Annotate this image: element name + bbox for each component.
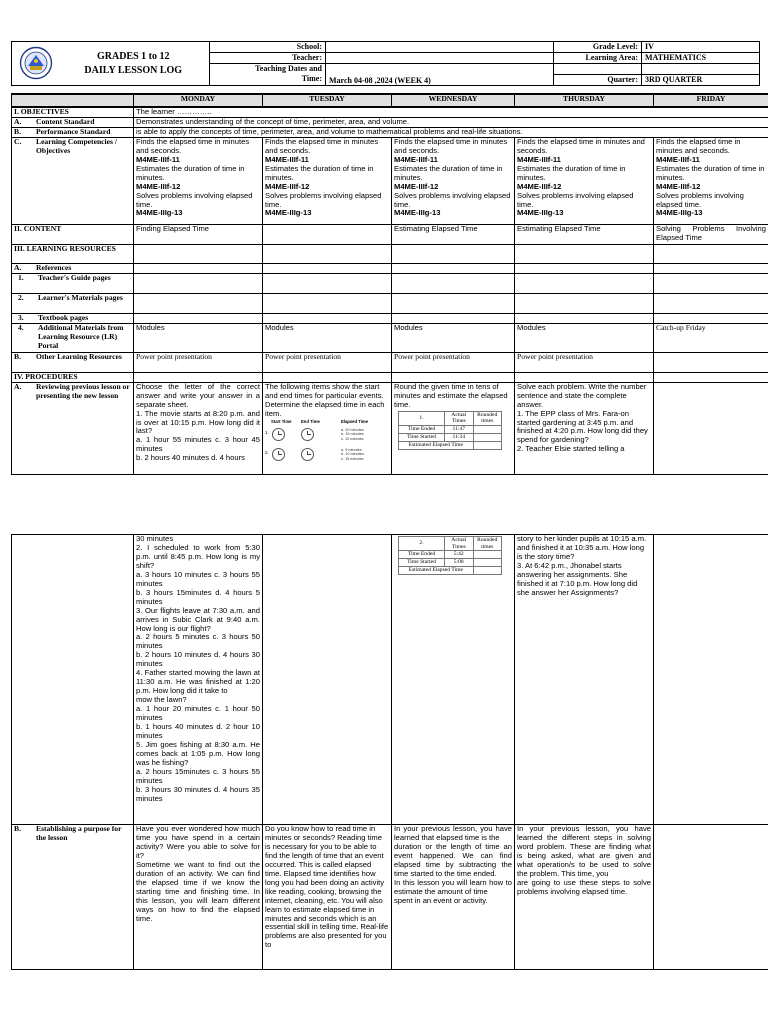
review-monday xyxy=(134,382,263,474)
title-line-1: GRADES 1 to 12 xyxy=(96,50,170,62)
review-monday-line: b. 3 hours 30 minutes d. 4 hours 35 minutes xyxy=(136,784,260,803)
quarter-label-top xyxy=(554,64,642,75)
learners-materials-label xyxy=(12,293,134,313)
review-friday xyxy=(654,382,768,474)
clock-figure xyxy=(265,420,389,468)
review-monday-line: 2. I scheduled to work from 5:30 p.m. until 8:45 p.m. How long is my shift? xyxy=(136,542,260,570)
time-ended-value: 5:42 xyxy=(445,551,474,559)
competencies-monday xyxy=(134,137,263,224)
purpose-wednesday: In your previous lesson, you have learned that elapsed time is the duration or the length of time an event happened. We can find elapsed time by subtracting the time started to the time ended. In this lesson you will learn how to estimate the amount of time spent in an event or activity. xyxy=(392,825,515,970)
cell xyxy=(134,263,263,273)
day-header-wednesday: WEDNESDAY xyxy=(392,94,515,107)
competencies-tuesday xyxy=(263,137,392,224)
actual-times-header: Actual Times xyxy=(445,411,474,425)
objectives-label: I. OBJECTIVES xyxy=(12,107,134,117)
content-standard-text: Demonstrates understanding of the concept of time, perimeter, area, and volume. xyxy=(134,117,768,127)
competency-1: Finds the elapsed time in minutes and seconds. xyxy=(265,137,379,155)
purpose-thursday: In your previous lesson, you have learned the different steps in solving word problem. These are finding what is being asked, what are given and what operation/s to be used to solve the problem. This time, you are going to use these steps to solve problems involving elapsed time. xyxy=(515,825,654,970)
purpose-friday xyxy=(654,825,768,970)
performance-standard-text-label: Performance Standard xyxy=(36,127,111,136)
item-number: 1. xyxy=(399,411,445,425)
time-started-label: Time Started xyxy=(399,559,445,567)
review-wednesday xyxy=(392,382,515,474)
purpose-text: Establishing a purpose for the lesson xyxy=(36,824,122,842)
content-thursday: Estimating Elapsed Time xyxy=(515,224,654,244)
competency-2: Estimates the duration of time in minutes. xyxy=(265,163,374,182)
additional-materials-num: 4. xyxy=(18,323,24,332)
rounded-times-header: Rounded times xyxy=(473,411,502,425)
review-label xyxy=(12,382,134,474)
review-monday-line: mow the lawn? xyxy=(136,695,187,705)
estimated-elapsed-answer[interactable] xyxy=(473,567,502,575)
clock-item-number: 1. xyxy=(265,429,269,435)
review-monday-line: b. 2 hours 10 minutes d. 4 hours 30 minutes xyxy=(136,650,260,669)
other-resources-thursday: Power point presentation xyxy=(515,352,654,372)
rounded-started[interactable] xyxy=(473,433,502,441)
rounded-ended[interactable] xyxy=(473,551,502,559)
option: b. 10 minutes xyxy=(341,452,364,457)
competency-code-3: M4ME-IIIg-13 xyxy=(656,208,703,218)
content-standard-label xyxy=(12,117,134,127)
review-monday-line: b. 3 hours 15minutes d. 4 hours 5 minutes xyxy=(136,587,260,606)
review-monday-line: 3. Our flights leave at 7:30 a.m. and arrives in Subic Clark at 9:40 a.m. How long is our flight? xyxy=(136,605,260,633)
review-thursday: Solve each problem. Write the number sentence and state the complete answer. 1. The EPP class of Mrs. Fara-on started gardening at 3:45 p.m. and finished at 4:20 p.m. How long did they spend for gardening? 2. Teacher Elsie started telling a xyxy=(515,382,654,474)
textbook-label xyxy=(12,313,134,323)
review-monday-line: 1. The movie starts at 8:20 p.m. and is over at 10:15 p.m. How long did it last? xyxy=(136,408,260,436)
review-monday-line: b. 2 hours 40 minutes d. 4 hours xyxy=(136,453,245,463)
review-monday-continued xyxy=(134,535,263,825)
cell xyxy=(515,293,654,313)
cell xyxy=(515,313,654,323)
competency-code-1: M4ME-IIIf-11 xyxy=(517,154,561,164)
review-monday-line: b. 1 hours 40 minutes d. 2 hour 10 minutes xyxy=(136,722,260,740)
other-resources-text: Other Learning Resources xyxy=(36,352,122,361)
rounded-started[interactable] xyxy=(473,559,502,567)
competency-code-1: M4ME-IIIf-11 xyxy=(136,154,180,164)
quarter-label: Quarter: xyxy=(554,75,642,86)
review-monday-line: a. 1 hour 55 minutes c. 3 hour 45 minutes xyxy=(136,435,260,454)
teaching-dates-field[interactable]: March 04-08 ,2024 (WEEK 4) xyxy=(326,64,554,86)
competency-code-3: M4ME-IIIg-13 xyxy=(265,208,312,218)
time-ended-label: Time Ended xyxy=(399,551,445,559)
review-monday-line: 5. Jim goes fishing at 8:30 a.m. He comes back at 1:05 p.m. How long was he fishing? xyxy=(136,739,260,767)
competency-code-2: M4ME-IIIf-12 xyxy=(517,181,562,191)
review-tuesday-text: The following items show the start and end times for particular events. Determine the elapsed time in each item. xyxy=(265,382,385,418)
learning-resources-label: III. LEARNING RESOURCES xyxy=(12,244,134,263)
references-label xyxy=(12,263,134,273)
cell xyxy=(515,372,654,382)
time-ended-value: 11:47 xyxy=(445,425,474,433)
teaching-dates-label-line2: Time: xyxy=(301,74,322,83)
competency-3: Solves problems involving elapsed time. xyxy=(394,190,511,209)
performance-standard-text: is able to apply the concepts of time, perimeter, area, and volume to mathematical problems and real-life situations. xyxy=(134,127,768,137)
teacher-field[interactable] xyxy=(326,53,554,64)
competency-3: Solves problems involving elapsed time. xyxy=(517,190,634,209)
review-tuesday-continued xyxy=(263,535,392,825)
header-table xyxy=(11,41,760,86)
textbook-text: Textbook pages xyxy=(38,313,89,322)
deped-seal-icon xyxy=(19,46,53,80)
content-tuesday xyxy=(263,224,392,244)
clock-options xyxy=(341,448,364,462)
cell xyxy=(392,293,515,313)
review-wednesday-continued xyxy=(392,535,515,825)
competency-2: Estimates the duration of time in minutes. xyxy=(517,163,626,182)
rounded-times-header: Rounded times xyxy=(473,537,502,551)
competency-3: Solves problems involving elapsed time. xyxy=(656,190,744,209)
start-time-header: Start Time xyxy=(271,418,292,424)
competency-2: Estimates the duration of time in minutes. xyxy=(656,163,765,182)
clock-options xyxy=(341,428,364,442)
other-resources-wednesday: Power point presentation xyxy=(392,352,515,372)
competency-code-2: M4ME-IIIf-12 xyxy=(136,181,181,191)
other-resources-friday xyxy=(654,352,768,372)
other-resources-label xyxy=(12,352,134,372)
competency-1: Finds the elapsed time in minutes and seconds. xyxy=(394,137,508,155)
cell xyxy=(263,263,392,273)
time-started-label: Time Started xyxy=(399,433,445,441)
review-monday-line: a. 1 hour 20 minutes c. 1 hour 50 minutes xyxy=(136,704,260,723)
day-header-friday: FRIDAY xyxy=(654,94,768,107)
competency-code-1: M4ME-IIIf-11 xyxy=(656,154,700,164)
option: b. 15 minutes xyxy=(341,432,364,437)
cell xyxy=(515,273,654,293)
cell xyxy=(392,372,515,382)
additional-materials-monday: Modules xyxy=(134,323,263,352)
cell xyxy=(654,263,768,273)
references-letter: A. xyxy=(14,263,22,272)
day-header-tuesday: TUESDAY xyxy=(263,94,392,107)
lesson-log-table-page-1 xyxy=(11,93,768,475)
content-standard-letter: A. xyxy=(14,117,22,126)
end-time-header: End Time xyxy=(301,418,320,424)
content-wednesday: Estimating Elapsed Time xyxy=(392,224,515,244)
content-monday: Finding Elapsed Time xyxy=(134,224,263,244)
competency-2: Estimates the duration of time in minutes. xyxy=(136,163,245,182)
competency-3: Solves problems involving elapsed time. xyxy=(265,190,382,209)
cell xyxy=(654,293,768,313)
competency-1: Finds the elapsed time in minutes and seconds. xyxy=(517,137,645,155)
purpose-tuesday: Do you know how to read time in minutes or seconds? Reading time is necessary for you to be able to find the length of time that an event occurred. This is called elapsed time. Elapsed time identifies how long you had been doing an activity like reading, cooking, browsing the internet, cleaning, etc. You will also learn to estimate elapsed time in minutes and seconds which is an essential skill in telling time. Real-life problems are also presented for you to xyxy=(263,825,392,970)
teachers-guide-text: Teacher's Guide pages xyxy=(38,273,111,282)
clock-icon xyxy=(272,428,285,441)
clock-item-number: 2. xyxy=(265,449,269,455)
competency-code-2: M4ME-IIIf-12 xyxy=(656,181,701,191)
competency-3: Solves problems involving elapsed time. xyxy=(136,190,253,209)
teaching-dates-label-line1: Teaching Dates and xyxy=(255,64,322,73)
review-letter: A. xyxy=(14,382,22,391)
clock-icon xyxy=(272,448,285,461)
performance-standard-letter: B. xyxy=(14,127,21,136)
cell xyxy=(263,273,392,293)
teachers-guide-num: 1. xyxy=(18,273,24,282)
additional-materials-tuesday: Modules xyxy=(263,323,392,352)
competency-code-3: M4ME-IIIg-13 xyxy=(136,208,183,218)
competency-code-3: M4ME-IIIg-13 xyxy=(394,208,441,218)
textbook-num: 3. xyxy=(18,313,24,322)
school-field[interactable] xyxy=(326,42,554,53)
time-ended-label: Time Ended xyxy=(399,425,445,433)
lesson-log-table-page-2 xyxy=(11,534,768,970)
day-header-thursday: THURSDAY xyxy=(515,94,654,107)
quarter-field-top xyxy=(642,64,760,75)
content-standard-text-label: Content Standard xyxy=(36,117,95,126)
content-friday: Solving Problems Involving Elapsed Time xyxy=(654,224,768,244)
review-wednesday-text: Round the given time in tens of minutes and estimate the elapsed time. xyxy=(394,382,508,409)
cell xyxy=(515,263,654,273)
cell xyxy=(134,273,263,293)
additional-materials-friday: Catch-up Friday xyxy=(654,323,768,352)
learning-area-field[interactable]: MATHEMATICS xyxy=(642,53,760,64)
purpose-label xyxy=(12,825,134,970)
competency-code-1: M4ME-IIIf-11 xyxy=(394,154,438,164)
day-header-monday: MONDAY xyxy=(134,94,263,107)
lesson-log-title xyxy=(58,42,210,86)
clock-icon xyxy=(301,428,314,441)
competencies-friday xyxy=(654,137,768,224)
competency-1: Finds the elapsed time in minutes and seconds. xyxy=(656,137,741,155)
estimated-elapsed-answer[interactable] xyxy=(473,441,502,449)
review-monday-line: a. 2 hours 15minutes c. 3 hours 55 minutes xyxy=(136,766,260,785)
time-started-value: 5:08 xyxy=(445,559,474,567)
option: c. 10 minutes xyxy=(341,437,364,441)
competencies-text-label: Learning Competencies / Objectives xyxy=(36,137,117,155)
title-line-2: DAILY LESSON LOG xyxy=(84,64,183,76)
competency-1: Finds the elapsed time in minutes and seconds. xyxy=(136,137,250,155)
competency-code-1: M4ME-IIIf-11 xyxy=(265,154,309,164)
cell xyxy=(515,244,654,263)
review-monday-line: 30 minutes xyxy=(136,534,174,543)
other-resources-monday: Power point presentation xyxy=(134,352,263,372)
actual-times-header: Actual Times xyxy=(445,537,474,551)
objectives-text: The learner ………….. xyxy=(134,107,768,117)
deped-logo-cell xyxy=(12,42,58,86)
cell xyxy=(134,372,263,382)
review-monday-line: Choose the letter of the correct answer and write your answer in a separate sheet. xyxy=(136,382,260,409)
learning-area-label: Learning Area: xyxy=(554,53,642,64)
other-resources-letter: B. xyxy=(14,352,21,361)
review-label-continued xyxy=(12,535,134,825)
competencies-thursday xyxy=(515,137,654,224)
teachers-guide-label xyxy=(12,273,134,293)
cell xyxy=(263,293,392,313)
review-tuesday xyxy=(263,382,392,474)
cell xyxy=(134,313,263,323)
purpose-letter: B. xyxy=(14,824,21,833)
references-text: References xyxy=(36,263,72,272)
day-header-blank xyxy=(12,94,134,107)
cell xyxy=(654,372,768,382)
purpose-monday: Have you ever wondered how much time you have spend in a certain activity? Were you able to solve for it? Sometime we want to find out the duration of an activity. We can find the elapsed time if we know the starting time and finishing time. In this lesson, you will learn different ways on how to find the elapsed time. xyxy=(134,825,263,970)
competencies-wednesday xyxy=(392,137,515,224)
other-resources-tuesday: Power point presentation xyxy=(263,352,392,372)
review-text: Reviewing previous lesson or presenting the new lesson xyxy=(36,382,130,400)
cell xyxy=(263,372,392,382)
cell xyxy=(263,313,392,323)
estimate-table-1 xyxy=(398,411,502,450)
option: c. 15 minutes xyxy=(341,457,364,461)
estimated-elapsed-label: Estimated Elapsed Time xyxy=(399,567,474,575)
review-monday-line: a. 3 hours 10 minutes c. 3 hours 55 minutes xyxy=(136,569,260,588)
cell xyxy=(134,244,263,263)
competency-code-3: M4ME-IIIg-13 xyxy=(517,208,564,218)
additional-materials-text: Additional Materials from Learning Resource (LR) Portal xyxy=(38,323,124,350)
teacher-label: Teacher: xyxy=(210,53,326,64)
estimate-table-2 xyxy=(398,536,502,575)
cell xyxy=(392,313,515,323)
competency-code-2: M4ME-IIIf-12 xyxy=(394,181,439,191)
review-friday-continued xyxy=(654,535,768,825)
cell xyxy=(654,244,768,263)
clock-icon xyxy=(301,448,314,461)
cell xyxy=(392,273,515,293)
grade-level-field[interactable]: IV xyxy=(642,42,760,53)
cell xyxy=(654,313,768,323)
option: a. 20 minutes xyxy=(341,427,364,432)
additional-materials-wednesday: Modules xyxy=(392,323,515,352)
item-number: 2. xyxy=(399,537,445,551)
cell xyxy=(263,244,392,263)
option: a. 9 minutes xyxy=(341,447,362,452)
cell xyxy=(392,244,515,263)
additional-materials-thursday: Modules xyxy=(515,323,654,352)
time-started-value: 11:34 xyxy=(445,433,474,441)
learners-materials-text: Learner's Materials pages xyxy=(38,293,123,302)
estimated-elapsed-label: Estimated Elapsed Time xyxy=(399,441,474,449)
cell xyxy=(392,263,515,273)
competency-2: Estimates the duration of time in minutes. xyxy=(394,163,503,182)
learners-materials-num: 2. xyxy=(18,293,24,302)
performance-standard-label xyxy=(12,127,134,137)
additional-materials-label xyxy=(12,323,134,352)
quarter-field[interactable]: 3RD QUARTER xyxy=(642,75,760,86)
review-thursday-continued: story to her kinder pupils at 10:15 a.m. and finished it at 10:35 a.m. How long is the story time? 3. At 6:42 p.m., Jhonabel starts answering her assignments. She finished it at 7:10 p.m. How long did she answer her Assignments? xyxy=(515,535,654,825)
competencies-letter: C. xyxy=(14,137,22,146)
procedures-label: IV. PROCEDURES xyxy=(12,372,134,382)
content-label: II. CONTENT xyxy=(12,224,134,244)
grade-level-label: Grade Level: xyxy=(554,42,642,53)
competency-code-2: M4ME-IIIf-12 xyxy=(265,181,310,191)
cell xyxy=(134,293,263,313)
school-label: School: xyxy=(210,42,326,53)
competencies-label xyxy=(12,137,134,224)
review-monday-line: 4. Father started mowing the lawn at 11:30 a.m. He was finished at 1:20 p.m. How long did it take to xyxy=(136,668,260,696)
cell xyxy=(654,273,768,293)
rounded-ended[interactable] xyxy=(473,425,502,433)
elapsed-time-header: Elapsed Time xyxy=(341,418,368,424)
teaching-dates-label xyxy=(210,64,326,86)
review-monday-line: a. 2 hours 5 minutes c. 3 hours 50 minutes xyxy=(136,632,260,651)
